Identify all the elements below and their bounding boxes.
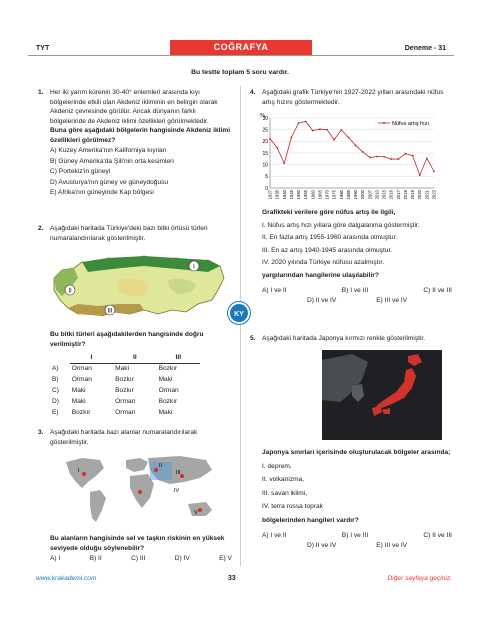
option-e[interactable]: E) Bozkır Orman Maki xyxy=(52,408,173,416)
question-4 xyxy=(250,88,452,107)
question-prompt: Bu bitki türleri aşağıdakilerden hangisinde doğru verilmiştir? xyxy=(50,331,204,348)
x-tick-label: 1927 xyxy=(267,190,273,200)
data-point xyxy=(298,122,300,124)
question-text: Aşağıdaki haritada Türkiye'deki bazı bitki örtüsü türleri numaralandırılarak gösterilmiştir. xyxy=(50,225,208,242)
y-tick-label: 5 xyxy=(265,174,268,181)
question-number: 3. xyxy=(38,429,44,436)
question-5-prompt xyxy=(262,448,452,550)
question-number: 2. xyxy=(38,225,44,232)
map-label-3: III xyxy=(176,470,181,476)
data-point xyxy=(290,136,292,138)
question-intro: Grafikteki verilere göre nüfus artış ile ilgili, xyxy=(262,209,396,216)
option-b[interactable]: B) I ve III xyxy=(341,532,369,540)
x-tick-label: 2010 xyxy=(374,190,380,200)
question-2-prompt xyxy=(50,330,232,418)
data-point xyxy=(333,139,335,141)
option-c[interactable]: C) II ve III xyxy=(423,532,452,540)
x-tick-label: 1985 xyxy=(345,190,351,200)
x-tick-label: 2016 xyxy=(388,190,394,200)
data-point xyxy=(348,136,350,138)
option-d[interactable]: D) IV xyxy=(174,555,190,563)
question-number: 5. xyxy=(250,335,256,342)
x-tick-label: 1950 xyxy=(296,190,302,200)
option-a[interactable]: A) Kuzey Amerika'nın Kaliforniya kıyıları xyxy=(50,147,167,155)
world-map xyxy=(60,452,230,530)
question-prompt: yargılarından hangilerine ulaşılabilir? xyxy=(262,271,379,279)
data-point xyxy=(433,171,435,173)
page-header xyxy=(28,40,454,56)
statement-4: IV. 2020 yılında Türkiye nüfusu azalmıştır. xyxy=(262,259,385,267)
statement-1: I. deprem, xyxy=(262,462,292,470)
option-a[interactable]: A) I xyxy=(50,555,61,563)
col-header-1: I xyxy=(70,352,113,363)
col-header-2: II xyxy=(113,352,156,363)
question-text: Aşağıdaki haritada Japonya kırmızı renkle gösterilmiştir. xyxy=(262,335,426,342)
x-tick-label: 1955 xyxy=(303,190,309,200)
japan-map xyxy=(322,350,442,440)
option-d[interactable]: D) Maki Orman Bozkır xyxy=(52,397,178,405)
map-label-5: V xyxy=(194,510,198,516)
option-c[interactable]: C) Maki Bozkır Orman xyxy=(52,386,179,394)
data-point xyxy=(419,174,421,176)
statement-4: IV. terra rossa toprak xyxy=(262,503,323,511)
option-a[interactable]: A) I ve II xyxy=(262,287,287,295)
y-tick-label: 0 xyxy=(265,185,268,192)
question-intro: Japonya sınırları içerisinde oluşturulacak bölgeler arasında; xyxy=(262,449,451,456)
option-b[interactable]: B) II xyxy=(89,555,102,563)
question-number: 1. xyxy=(38,89,44,96)
data-point xyxy=(369,157,371,159)
x-tick-label: 2019 xyxy=(410,190,416,200)
subject-title: COĞRAFYA xyxy=(170,40,312,55)
page-number: 33 xyxy=(228,575,236,582)
question-prompt: Bu alanların hangisinde sel ve taşkın riskinin en yüksek seviyede olduğu söylenebilir? xyxy=(50,535,225,552)
question-2 xyxy=(38,224,232,243)
legend-label: Nüfus artış hızı xyxy=(392,121,429,127)
data-point xyxy=(276,147,278,149)
question-prompt: bölgelerinden hangileri vardır? xyxy=(262,516,359,524)
x-tick-label: 1975 xyxy=(331,190,337,200)
data-point xyxy=(405,153,407,155)
data-point xyxy=(326,129,328,131)
map-label-4: IV xyxy=(174,488,180,494)
y-tick-label: 25 xyxy=(262,127,268,134)
question-1 xyxy=(38,88,232,198)
question-text: Aşağıdaki haritada bazı alanlar numaralandırılarak gösterilmiştir. xyxy=(50,429,198,446)
option-c[interactable]: C) Portekiz'in güneyi xyxy=(50,168,111,176)
option-e[interactable]: E) V xyxy=(219,555,232,563)
map-label-2: II xyxy=(159,463,163,469)
question-text: Aşağıdaki grafik Türkiye'nin 1927-2022 yılları arasındaki nüfus artış hızını göstermektedir. xyxy=(262,89,444,106)
col-header-3: III xyxy=(157,352,200,363)
question-4-prompt xyxy=(262,208,452,305)
option-b[interactable]: B) Güney Amerika'da Şili'nin orta kesimleri xyxy=(50,157,174,165)
data-point xyxy=(340,129,342,131)
answer-table xyxy=(50,352,200,418)
option-c[interactable]: C) III xyxy=(131,555,146,563)
x-tick-label: 1935 xyxy=(274,190,280,200)
data-point xyxy=(412,155,414,157)
data-point xyxy=(383,156,385,158)
x-tick-label: 1960 xyxy=(310,190,316,200)
x-tick-label: 2007 xyxy=(367,190,373,200)
map-label-2: II xyxy=(68,288,72,295)
test-info-banner: Bu testte toplam 5 soru vardır. xyxy=(191,69,289,76)
x-tick-label: 2015 xyxy=(381,190,387,200)
data-point xyxy=(355,144,357,146)
data-point xyxy=(305,121,307,123)
map-label-3: III xyxy=(107,308,113,315)
x-tick-label: 1940 xyxy=(281,190,287,200)
question-3-prompt xyxy=(50,534,232,564)
data-point xyxy=(283,162,285,164)
option-e[interactable]: E) Afrika'nın güneyinde Kap bölgesi xyxy=(50,189,154,197)
publisher-logo: KY xyxy=(228,302,250,324)
question-3 xyxy=(38,428,232,447)
map-label-1: I xyxy=(193,264,195,271)
y-tick-label: 30 xyxy=(262,115,268,122)
option-a[interactable]: A) Orman Maki Bozkır xyxy=(52,364,178,373)
option-d[interactable]: D) Avusturya'nın güney ve güneydoğusu xyxy=(50,178,169,186)
data-point xyxy=(269,138,271,140)
data-point xyxy=(362,151,364,153)
x-tick-label: 1965 xyxy=(317,190,323,200)
x-tick-label: 1990 xyxy=(353,190,359,200)
column-divider xyxy=(240,86,241,566)
statement-2: II. En fazla artış 1955-1960 arasında olmuştur. xyxy=(262,234,398,242)
exam-type: TYT xyxy=(36,45,50,52)
turkey-vegetation-map xyxy=(48,250,228,326)
question-number: 4. xyxy=(250,89,256,96)
option-c[interactable]: C) II ve III xyxy=(423,287,452,295)
y-axis-label: % xyxy=(260,113,265,119)
x-tick-label: 1970 xyxy=(324,190,330,200)
option-b[interactable]: B) I ve III xyxy=(341,287,369,295)
question-prompt: Buna göre aşağıdaki bölgelerin hangisinde Akdeniz iklimi özellikleri görülmez? xyxy=(50,127,231,144)
next-page-note: Diğer sayfaya geçiniz. xyxy=(387,575,452,582)
statement-3: III. En az artış 1940-1945 arasında olmuştur. xyxy=(262,246,393,254)
y-tick-label: 15 xyxy=(262,150,268,157)
website-link[interactable]: www.krakademi.com xyxy=(36,575,97,582)
statement-1: I. Nüfus artış hızı yıllara göre dalgalanma göstermiştir. xyxy=(262,221,420,229)
x-tick-label: 2017 xyxy=(395,190,401,200)
data-point xyxy=(390,158,392,160)
x-tick-label: 2020 xyxy=(417,190,423,200)
x-tick-label: 2021 xyxy=(424,190,430,200)
y-tick-label: 10 xyxy=(262,162,268,169)
option-d[interactable]: D) II ve IV xyxy=(306,541,337,549)
option-d[interactable]: D) II ve IV xyxy=(306,296,337,304)
x-tick-label: 2022 xyxy=(431,190,437,200)
data-point xyxy=(319,128,321,130)
data-point xyxy=(376,156,378,158)
option-a[interactable]: A) I ve II xyxy=(262,532,287,540)
x-tick-label: 2000 xyxy=(360,190,366,200)
test-number: Deneme - 31 xyxy=(404,45,446,52)
option-e[interactable]: E) III ve IV xyxy=(376,541,408,549)
option-e[interactable]: E) III ve IV xyxy=(376,296,408,304)
data-point xyxy=(397,158,399,160)
x-tick-label: 1945 xyxy=(288,190,294,200)
question-text: Her iki yarım kürenin 30-40° enlemleri arasında kıyı bölgelerinde etkili olan Akdeniz ikliminin en belirgin olarak Akdeniz çevresinde görülür. Ancak dünyanın farklı bölgelerinde de Akdeniz iklimi özellikleri görülmektedir. xyxy=(50,89,218,125)
statement-2: II. volkanizma, xyxy=(262,476,305,484)
data-point xyxy=(426,157,428,159)
data-point xyxy=(312,130,314,132)
option-b[interactable]: B) Orman Bozkır Maki xyxy=(52,375,173,383)
population-growth-chart xyxy=(250,110,440,204)
y-tick-label: 20 xyxy=(262,139,268,146)
map-label-1: I xyxy=(78,468,80,474)
x-tick-label: 2018 xyxy=(402,190,408,200)
x-tick-label: 1980 xyxy=(338,190,344,200)
statement-3: III. savan iklimi, xyxy=(262,489,308,497)
question-5 xyxy=(250,334,452,344)
